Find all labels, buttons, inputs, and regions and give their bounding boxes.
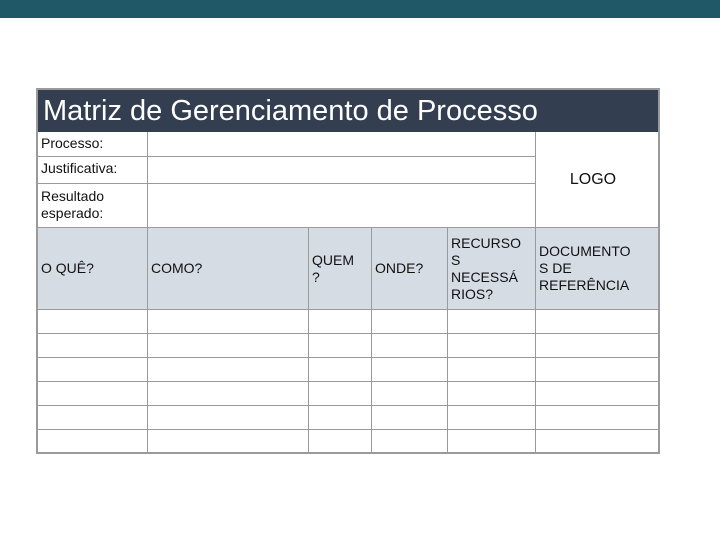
- table-cell[interactable]: [38, 358, 148, 382]
- table-cell[interactable]: [448, 334, 536, 358]
- table-cell[interactable]: [536, 334, 658, 358]
- table-cell[interactable]: [448, 358, 536, 382]
- table-cell[interactable]: [372, 430, 448, 452]
- table-cell[interactable]: [148, 310, 309, 334]
- column-header-como: COMO?: [148, 228, 309, 310]
- processo-value-field[interactable]: [148, 132, 536, 157]
- table-cell[interactable]: [536, 358, 658, 382]
- table-cell[interactable]: [536, 430, 658, 452]
- table-cell[interactable]: [309, 358, 372, 382]
- table-cell[interactable]: [38, 382, 148, 406]
- table-cell[interactable]: [309, 406, 372, 430]
- processo-label: Processo:: [38, 132, 148, 157]
- table-cell[interactable]: [536, 382, 658, 406]
- table-cell[interactable]: [448, 310, 536, 334]
- table-cell[interactable]: [536, 310, 658, 334]
- table-cell[interactable]: [372, 358, 448, 382]
- table-cell[interactable]: [536, 406, 658, 430]
- table-cell[interactable]: [38, 406, 148, 430]
- resultado-value-field[interactable]: [148, 184, 536, 228]
- table-cell[interactable]: [38, 334, 148, 358]
- justificativa-label: Justificativa:: [38, 157, 148, 184]
- table-cell[interactable]: [38, 310, 148, 334]
- table-cell[interactable]: [372, 334, 448, 358]
- table-cell[interactable]: [448, 382, 536, 406]
- table-cell[interactable]: [309, 310, 372, 334]
- justificativa-value-field[interactable]: [148, 157, 536, 184]
- table-cell[interactable]: [309, 382, 372, 406]
- table-cell[interactable]: [148, 334, 309, 358]
- process-matrix-table: [36, 88, 660, 454]
- column-header-recursos: RECURSO S NECESSÁ RIOS?: [448, 228, 536, 310]
- table-cell[interactable]: [148, 382, 309, 406]
- top-accent-bar: [0, 0, 720, 18]
- table-cell[interactable]: [309, 430, 372, 452]
- table-cell[interactable]: [38, 430, 148, 452]
- table-cell[interactable]: [372, 310, 448, 334]
- resultado-label: Resultado esperado:: [38, 184, 148, 228]
- table-cell[interactable]: [448, 430, 536, 452]
- matrix-title: Matriz de Gerenciamento de Processo: [38, 90, 658, 132]
- column-header-quem: QUEM ?: [309, 228, 372, 310]
- table-cell[interactable]: [148, 406, 309, 430]
- table-cell[interactable]: [148, 430, 309, 452]
- table-cell[interactable]: [448, 406, 536, 430]
- table-cell[interactable]: [148, 358, 309, 382]
- column-header-documentos: DOCUMENTO S DE REFERÊNCIA: [536, 228, 658, 310]
- column-header-onde: ONDE?: [372, 228, 448, 310]
- table-cell[interactable]: [372, 406, 448, 430]
- table-cell[interactable]: [309, 334, 372, 358]
- logo-placeholder: LOGO: [536, 132, 658, 228]
- table-cell[interactable]: [372, 382, 448, 406]
- column-header-o-que: O QUÊ?: [38, 228, 148, 310]
